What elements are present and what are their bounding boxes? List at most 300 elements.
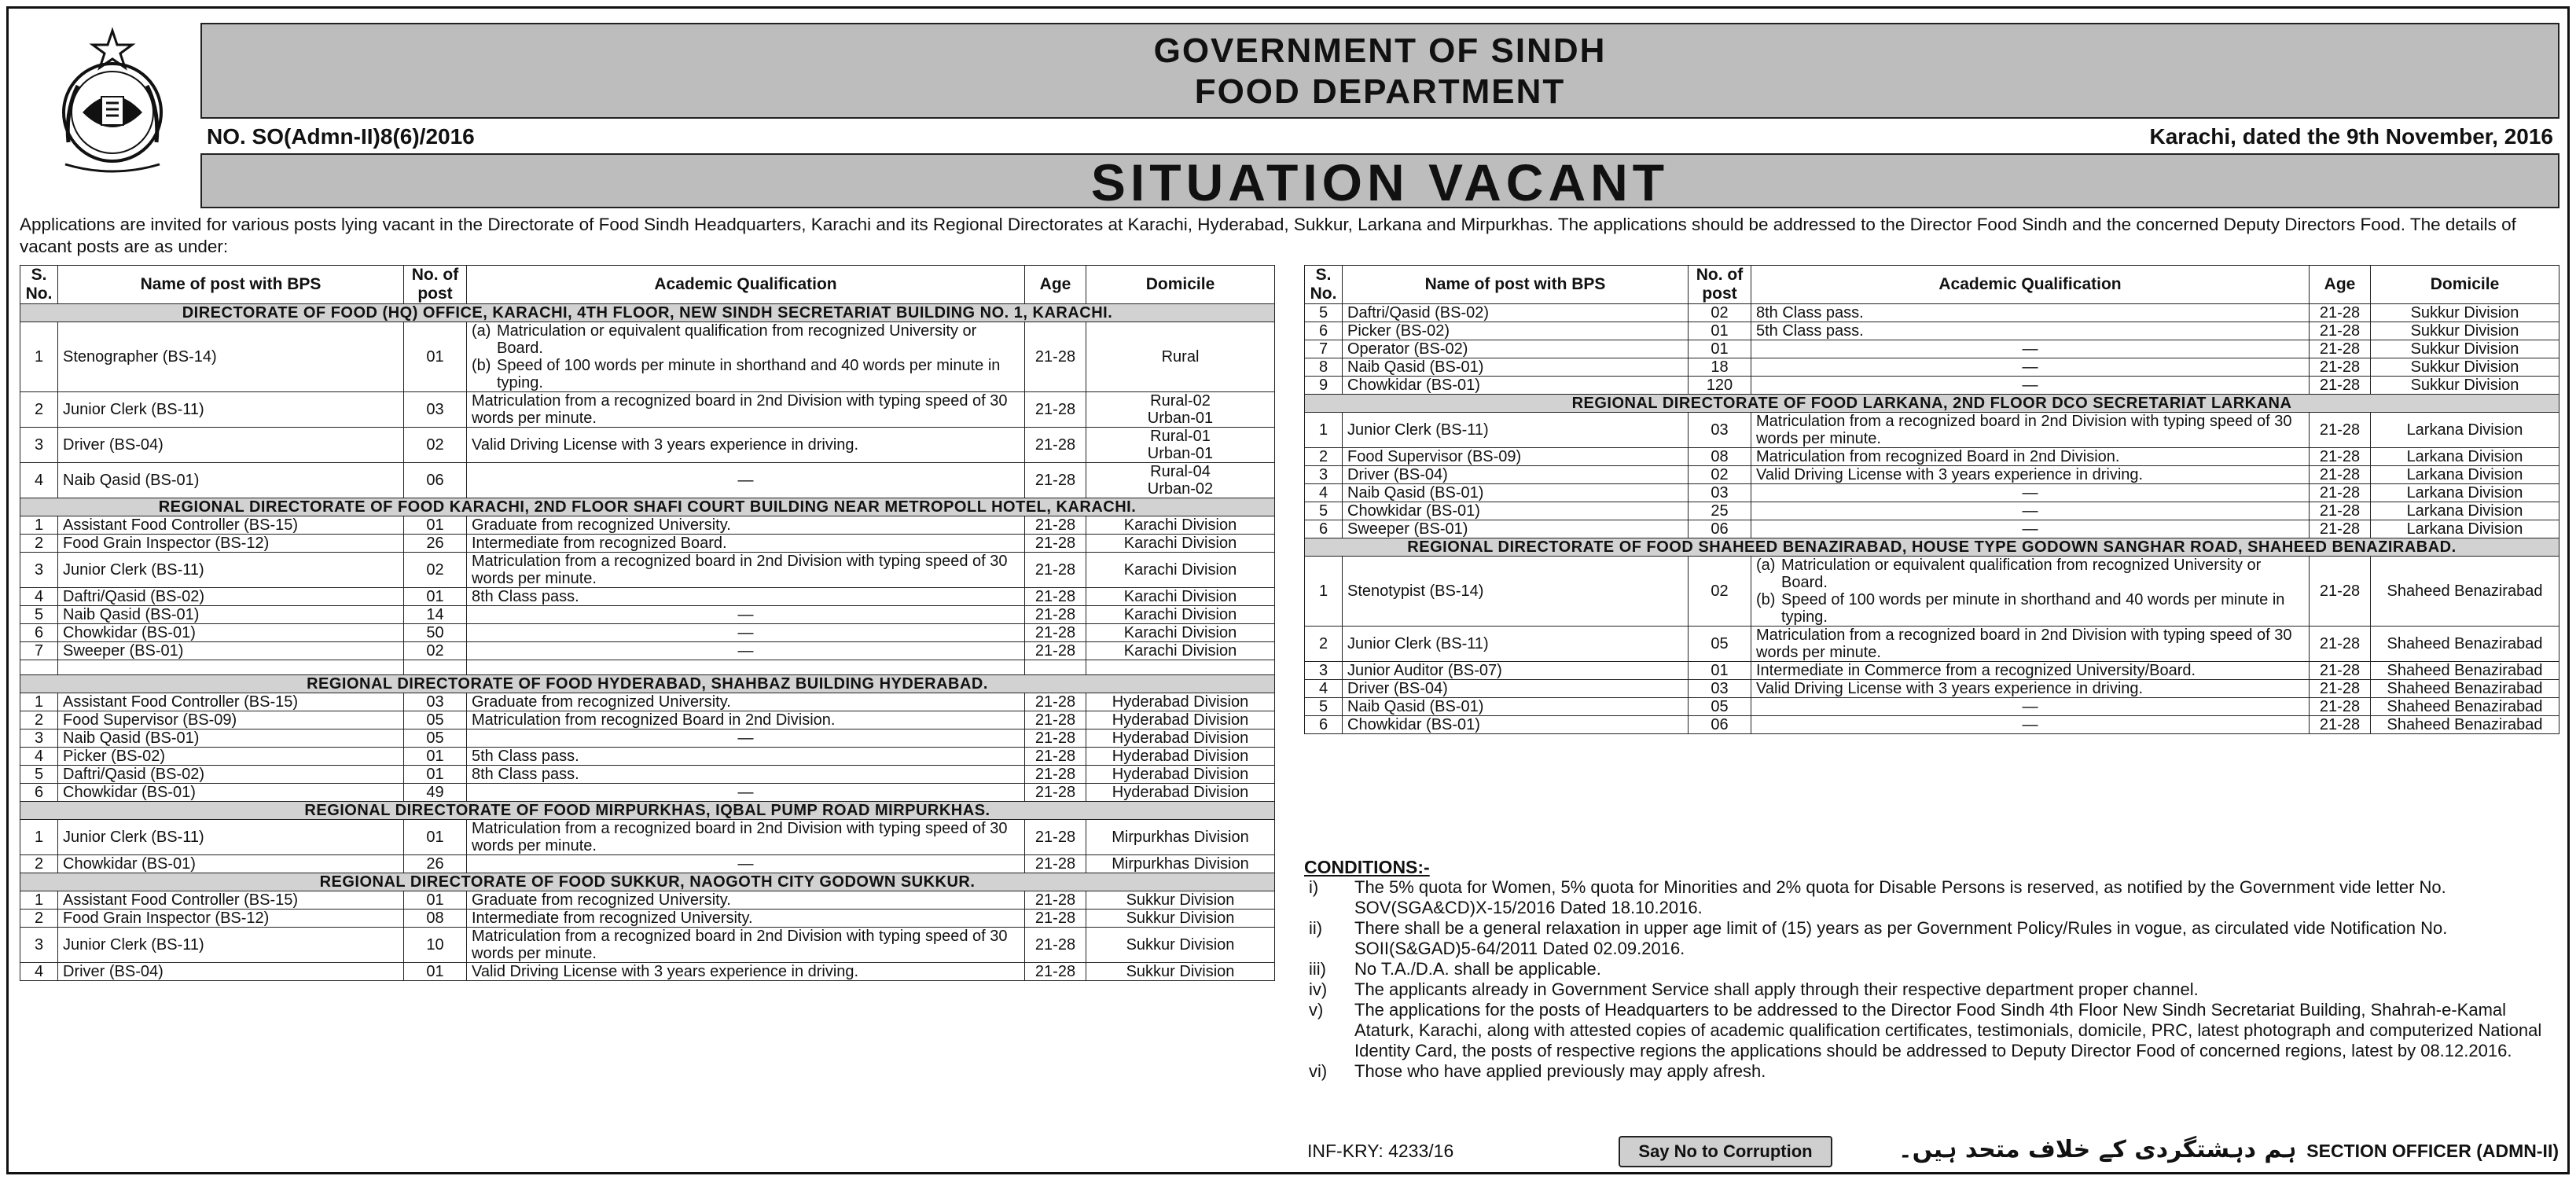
cell-qualification: 8th Class pass.	[1751, 304, 2310, 322]
cell-nposts: 18	[1689, 358, 1751, 377]
cell-post-name: Chowkidar (BS-01)	[58, 784, 404, 802]
cell-nposts: 02	[404, 553, 467, 588]
cell-post-name: Junior Clerk (BS-11)	[1343, 413, 1689, 448]
cell-qualification: Matriculation from a recognized board in 2nd Division with typing speed of 30 words per minute.	[467, 553, 1025, 588]
table-header-row	[20, 266, 1275, 304]
cell-qualification: Valid Driving License with 3 years experience in driving.	[1751, 680, 2310, 698]
cell-nposts: 02	[404, 428, 467, 463]
table-row	[1305, 662, 2559, 680]
cell-domicile: Karachi Division	[1086, 642, 1275, 660]
cell-sno: 1	[20, 820, 58, 855]
cell-post-name: Naib Qasid (BS-01)	[1343, 698, 1689, 716]
cell-age: 21-28	[1025, 516, 1086, 535]
cell-domicile: Sukkur Division	[2371, 377, 2559, 395]
cell-post-name: Food Grain Inspector (BS-12)	[58, 910, 404, 928]
cell-nposts: 01	[404, 322, 467, 392]
cell-sno: 5	[20, 606, 58, 624]
cell-age: 21-28	[1025, 711, 1086, 729]
cell-qualification: 8th Class pass.	[467, 766, 1025, 784]
cell-age: 21-28	[1025, 606, 1086, 624]
cell-age: 21-28	[1025, 963, 1086, 981]
cell-post-name: Chowkidar (BS-01)	[1343, 716, 1689, 734]
cell-sno: 2	[20, 855, 58, 873]
cell-sno: 6	[1305, 716, 1343, 734]
cell-sno: 3	[20, 428, 58, 463]
cell-post-name: Picker (BS-02)	[58, 748, 404, 766]
situation-vacant-banner: SITUATION VACANT	[200, 153, 2559, 208]
cell-domicile: Sukkur Division	[2371, 340, 2559, 358]
cell-domicile: Mirpurkhas Division	[1086, 855, 1275, 873]
cell-nposts: 03	[1689, 680, 1751, 698]
cell-post-name: Naib Qasid (BS-01)	[1343, 484, 1689, 502]
cell-post-name: Chowkidar (BS-01)	[58, 624, 404, 642]
section-title-row	[1305, 395, 2559, 413]
cell-domicile: Hyderabad Division	[1086, 748, 1275, 766]
cell-domicile: Rural-02 Urban-01	[1086, 392, 1275, 428]
table-row	[20, 463, 1275, 498]
spacer-cell	[467, 660, 1025, 675]
cell-nposts: 25	[1689, 502, 1751, 520]
cell-qualification: Matriculation from a recognized board in 2nd Division with typing speed of 30 words per minute.	[467, 928, 1025, 963]
cell-post-name: Food Supervisor (BS-09)	[1343, 448, 1689, 466]
cell-nposts: 01	[404, 516, 467, 535]
condition-number: i)	[1309, 877, 1319, 897]
cell-qualification: —	[467, 463, 1025, 498]
cell-qualification: —	[1751, 358, 2310, 377]
cell-domicile: Karachi Division	[1086, 588, 1275, 606]
cell-sno: 3	[1305, 662, 1343, 680]
urdu-slogan: ہم دہشتگردی کے خلاف متحد ہیں۔	[1898, 1136, 2297, 1163]
cell-nposts: 03	[404, 693, 467, 711]
condition-text: Those who have applied previously may apply afresh.	[1354, 1061, 1766, 1081]
footer	[1307, 1136, 2559, 1167]
cell-sno: 8	[1305, 358, 1343, 377]
cell-sno: 3	[20, 928, 58, 963]
col-sno: S. No.	[20, 266, 58, 304]
cell-domicile: Mirpurkhas Division	[1086, 820, 1275, 855]
cell-qualification: —	[1751, 502, 2310, 520]
table-row	[20, 928, 1275, 963]
cell-qualification: Valid Driving License with 3 years experience in driving.	[467, 428, 1025, 463]
table-row	[20, 553, 1275, 588]
cell-age: 21-28	[1025, 535, 1086, 553]
cell-nposts: 01	[404, 820, 467, 855]
condition-text: The 5% quota for Women, 5% quota for Minorities and 2% quota for Disable Persons is reserved, as notified by the Government vide letter No. SOV(SGA&CD)X-15/2016 Dated 18.10.2016.	[1354, 877, 2446, 917]
conditions-block	[1304, 857, 2559, 1082]
cell-domicile: Karachi Division	[1086, 606, 1275, 624]
cell-age: 21-28	[1025, 820, 1086, 855]
cell-age: 21-28	[2310, 698, 2371, 716]
cell-age: 21-28	[2310, 520, 2371, 538]
cell-age: 21-28	[1025, 910, 1086, 928]
cell-sno: 2	[1305, 627, 1343, 662]
spacer-cell	[404, 660, 467, 675]
table-row	[20, 535, 1275, 553]
cell-qualification: 8th Class pass.	[467, 588, 1025, 606]
cell-age: 21-28	[1025, 588, 1086, 606]
table-row	[20, 748, 1275, 766]
cell-age: 21-28	[2310, 358, 2371, 377]
cell-nposts: 26	[404, 855, 467, 873]
reference-number: NO. SO(Admn-II)8(6)/2016	[207, 124, 475, 149]
qualification-marker: (a)	[1756, 557, 1776, 574]
condition-item	[1304, 959, 2559, 979]
cell-qualification: —	[1751, 484, 2310, 502]
section-title-row	[20, 802, 1275, 820]
cell-post-name: Naib Qasid (BS-01)	[58, 463, 404, 498]
cell-age: 21-28	[1025, 891, 1086, 910]
table-row	[1305, 377, 2559, 395]
intro-paragraph: Applications are invited for various posts lying vacant in the Directorate of Food Sindh Headquarters, Karachi and its Regional Directorates at Karachi, Hyderabad, Sukkur, Larkana and Mirpurkhas. The applications should be addressed to the Director Food Sindh and the concerned Deputy Directors Food. The details of vacant posts are as under:	[20, 215, 2516, 256]
table-row	[20, 963, 1275, 981]
condition-number: vi)	[1309, 1061, 1328, 1081]
cell-sno: 5	[1305, 698, 1343, 716]
table-row	[20, 729, 1275, 748]
condition-number: ii)	[1309, 918, 1323, 938]
cell-qualification: Graduate from recognized University.	[467, 891, 1025, 910]
condition-number: iii)	[1309, 959, 1326, 979]
cell-domicile: Larkana Division	[2371, 448, 2559, 466]
cell-nposts: 01	[404, 588, 467, 606]
cell-domicile: Sukkur Division	[1086, 963, 1275, 981]
table-row	[1305, 716, 2559, 734]
cell-age: 21-28	[1025, 463, 1086, 498]
cell-domicile: Sukkur Division	[2371, 322, 2559, 340]
table-row	[1305, 627, 2559, 662]
cell-nposts: 08	[404, 910, 467, 928]
cell-sno: 2	[20, 910, 58, 928]
table-row	[20, 766, 1275, 784]
cell-sno: 2	[20, 392, 58, 428]
table-row	[20, 642, 1275, 660]
cell-nposts: 01	[404, 766, 467, 784]
cell-domicile: Karachi Division	[1086, 553, 1275, 588]
condition-item	[1304, 1000, 2559, 1061]
cell-qualification	[1751, 557, 2310, 627]
cell-nposts: 05	[1689, 698, 1751, 716]
cell-age: 21-28	[2310, 502, 2371, 520]
table-row	[20, 855, 1275, 873]
cell-sno: 6	[1305, 322, 1343, 340]
cell-nposts: 50	[404, 624, 467, 642]
cell-post-name: Naib Qasid (BS-01)	[1343, 358, 1689, 377]
section-title-row	[20, 675, 1275, 693]
cell-post-name: Sweeper (BS-01)	[58, 642, 404, 660]
cell-nposts: 01	[1689, 340, 1751, 358]
qualification-item	[1756, 591, 2304, 626]
cell-domicile: Hyderabad Division	[1086, 766, 1275, 784]
cell-domicile: Hyderabad Division	[1086, 729, 1275, 748]
condition-number: iv)	[1309, 979, 1328, 999]
table-row	[1305, 520, 2559, 538]
cell-domicile: Hyderabad Division	[1086, 693, 1275, 711]
cell-nposts: 01	[404, 891, 467, 910]
cell-post-name: Chowkidar (BS-01)	[1343, 502, 1689, 520]
table-row	[20, 428, 1275, 463]
cell-sno: 3	[20, 553, 58, 588]
qualification-marker: (b)	[1756, 591, 1776, 608]
cell-post-name: Junior Clerk (BS-11)	[1343, 627, 1689, 662]
condition-text: The applicants already in Government Service shall apply through their respective department proper channel.	[1354, 979, 2199, 999]
cell-qualification: Matriculation from recognized Board in 2nd Division.	[467, 711, 1025, 729]
condition-text: The applications for the posts of Headquarters to be addressed to the Director Food Sindh 4th Floor New Sindh Secretariat Building, Shahrah-e-Kamal Ataturk, Karachi, along with attested copies of academic qualification certificates, testimonials, domicile, PRC, latest photograph and computerized National Identity Card, the posts of respective regions the applications should be addressed to Deputy Director Food of concerned regions, latest by 08.12.2016.	[1354, 1000, 2542, 1060]
cell-qualification: —	[1751, 520, 2310, 538]
cell-post-name: Driver (BS-04)	[58, 428, 404, 463]
cell-age: 21-28	[2310, 413, 2371, 448]
section-title: DIRECTORATE OF FOOD (HQ) OFFICE, KARACHI, 4TH FLOOR, NEW SINDH SECRETARIAT BUILDING NO. 1, KARACHI.	[20, 304, 1275, 322]
table-row	[20, 910, 1275, 928]
condition-item	[1304, 877, 2559, 918]
table-row	[1305, 502, 2559, 520]
cell-age: 21-28	[1025, 855, 1086, 873]
spacer-cell	[1025, 660, 1086, 675]
section-title-row	[20, 873, 1275, 891]
cell-domicile: Rural-01 Urban-01	[1086, 428, 1275, 463]
section-title: REGIONAL DIRECTORATE OF FOOD KARACHI, 2ND FLOOR SHAFI COURT BUILDING NEAR METROPOLL HOTEL, KARACHI.	[20, 498, 1275, 516]
cell-qualification: Valid Driving License with 3 years experience in driving.	[467, 963, 1025, 981]
cell-post-name: Operator (BS-02)	[1343, 340, 1689, 358]
col-domicile: Domicile	[1086, 266, 1275, 304]
cell-post-name: Chowkidar (BS-01)	[58, 855, 404, 873]
cell-sno: 5	[1305, 304, 1343, 322]
table-row	[1305, 557, 2559, 627]
cell-age: 21-28	[2310, 304, 2371, 322]
cell-age: 21-28	[2310, 557, 2371, 627]
cell-sno: 4	[20, 748, 58, 766]
cell-qualification: Matriculation from a recognized board in 2nd Division with typing speed of 30 words per minute.	[1751, 627, 2310, 662]
cell-nposts: 01	[1689, 322, 1751, 340]
table-row	[1305, 698, 2559, 716]
section-title-row	[20, 304, 1275, 322]
cell-nposts: 06	[1689, 520, 1751, 538]
section-title: REGIONAL DIRECTORATE OF FOOD MIRPURKHAS, IQBAL PUMP ROAD MIRPURKHAS.	[20, 802, 1275, 820]
cell-post-name: Food Grain Inspector (BS-12)	[58, 535, 404, 553]
cell-nposts: 120	[1689, 377, 1751, 395]
cell-post-name: Assistant Food Controller (BS-15)	[58, 891, 404, 910]
cell-sno: 1	[20, 322, 58, 392]
cell-qualification: —	[467, 784, 1025, 802]
cell-qualification: Matriculation from a recognized board in 2nd Division with typing speed of 30 words per minute.	[467, 820, 1025, 855]
cell-domicile: Larkana Division	[2371, 502, 2559, 520]
qualification-item	[1756, 557, 2304, 591]
cell-qualification: —	[1751, 716, 2310, 734]
cell-qualification: —	[1751, 698, 2310, 716]
cell-post-name: Stenotypist (BS-14)	[1343, 557, 1689, 627]
cell-domicile: Sukkur Division	[1086, 928, 1275, 963]
table-row	[20, 624, 1275, 642]
spacer-cell	[58, 660, 404, 675]
cell-sno: 2	[20, 535, 58, 553]
qualification-text: Matriculation or equivalent qualification from recognized University or Board.	[1781, 557, 2262, 591]
left-posts-column	[20, 265, 1274, 981]
cell-domicile: Larkana Division	[2371, 520, 2559, 538]
cell-nposts: 26	[404, 535, 467, 553]
cell-domicile: Shaheed Benazirabad	[2371, 698, 2559, 716]
cell-nposts: 06	[1689, 716, 1751, 734]
cell-domicile: Sukkur Division	[1086, 891, 1275, 910]
cell-age: 21-28	[2310, 484, 2371, 502]
cell-domicile: Sukkur Division	[2371, 358, 2559, 377]
cell-qualification: —	[467, 642, 1025, 660]
cell-nposts: 05	[404, 711, 467, 729]
cell-post-name: Naib Qasid (BS-01)	[58, 606, 404, 624]
cell-age: 21-28	[1025, 392, 1086, 428]
cell-age: 21-28	[2310, 322, 2371, 340]
cell-post-name: Naib Qasid (BS-01)	[58, 729, 404, 748]
right-posts-column	[1304, 265, 2559, 734]
cell-sno: 4	[1305, 680, 1343, 698]
table-row	[20, 693, 1275, 711]
sindh-emblem-icon	[34, 24, 191, 182]
table-row	[20, 784, 1275, 802]
cell-nposts: 08	[1689, 448, 1751, 466]
condition-number: v)	[1309, 1000, 1324, 1020]
inf-number: INF-KRY: 4233/16	[1307, 1141, 1454, 1161]
cell-sno: 1	[20, 891, 58, 910]
cell-sno: 3	[20, 729, 58, 748]
cell-qualification: —	[467, 606, 1025, 624]
cell-domicile: Shaheed Benazirabad	[2371, 716, 2559, 734]
cell-nposts: 05	[1689, 627, 1751, 662]
cell-nposts: 02	[1689, 466, 1751, 484]
cell-qualification: Matriculation from recognized Board in 2nd Division.	[1751, 448, 2310, 466]
cell-sno: 7	[1305, 340, 1343, 358]
qualification-item	[472, 322, 1020, 357]
cell-qualification: Graduate from recognized University.	[467, 516, 1025, 535]
cell-sno: 5	[20, 766, 58, 784]
cell-sno: 2	[1305, 448, 1343, 466]
cell-nposts: 03	[404, 392, 467, 428]
table-header-row	[1305, 266, 2559, 304]
cell-domicile: Shaheed Benazirabad	[2371, 627, 2559, 662]
cell-post-name: Picker (BS-02)	[1343, 322, 1689, 340]
cell-nposts: 05	[404, 729, 467, 748]
cell-nposts: 03	[1689, 484, 1751, 502]
cell-qualification	[467, 322, 1025, 392]
cell-domicile: Karachi Division	[1086, 535, 1275, 553]
cell-age: 21-28	[2310, 716, 2371, 734]
cell-age: 21-28	[2310, 680, 2371, 698]
conditions-heading: CONDITIONS:-	[1304, 857, 1430, 877]
cell-nposts: 02	[404, 642, 467, 660]
col-qual: Academic Qualification	[1751, 266, 2310, 304]
condition-item	[1304, 979, 2559, 1000]
cell-age: 21-28	[2310, 466, 2371, 484]
cell-post-name: Sweeper (BS-01)	[1343, 520, 1689, 538]
section-officer: SECTION OFFICER (ADMN-II)	[2306, 1141, 2559, 1161]
qualification-marker: (b)	[472, 357, 491, 374]
section-title: REGIONAL DIRECTORATE OF FOOD SHAHEED BENAZIRABAD, HOUSE TYPE GODOWN SANGHAR ROAD, SHAHEED BENAZIRABAD.	[1305, 538, 2559, 557]
qualification-text: Matriculation or equivalent qualification from recognized University or Board.	[497, 322, 977, 357]
cell-age: 21-28	[2310, 662, 2371, 680]
cell-age: 21-28	[1025, 748, 1086, 766]
cell-domicile: Hyderabad Division	[1086, 711, 1275, 729]
table-row	[1305, 466, 2559, 484]
spacer-cell	[1086, 660, 1275, 675]
cell-post-name: Stenographer (BS-14)	[58, 322, 404, 392]
cell-domicile: Hyderabad Division	[1086, 784, 1275, 802]
cell-domicile: Rural	[1086, 322, 1275, 392]
table-row	[20, 711, 1275, 729]
cell-sno: 4	[20, 463, 58, 498]
cell-nposts: 14	[404, 606, 467, 624]
cell-qualification: —	[1751, 377, 2310, 395]
cell-age: 21-28	[1025, 553, 1086, 588]
table-row	[1305, 322, 2559, 340]
cell-nposts: 02	[1689, 557, 1751, 627]
cell-age: 21-28	[2310, 340, 2371, 358]
cell-qualification: —	[1751, 340, 2310, 358]
cell-nposts: 10	[404, 928, 467, 963]
cell-domicile: Shaheed Benazirabad	[2371, 662, 2559, 680]
cell-sno: 4	[1305, 484, 1343, 502]
col-name: Name of post with BPS	[58, 266, 404, 304]
cell-age: 21-28	[1025, 624, 1086, 642]
cell-qualification: —	[467, 624, 1025, 642]
cell-post-name: Chowkidar (BS-01)	[1343, 377, 1689, 395]
cell-sno: 6	[20, 784, 58, 802]
cell-age: 21-28	[2310, 448, 2371, 466]
section-title-row	[1305, 538, 2559, 557]
table-row	[1305, 413, 2559, 448]
col-sno: S. No.	[1305, 266, 1343, 304]
cell-domicile: Shaheed Benazirabad	[2371, 557, 2559, 627]
col-name: Name of post with BPS	[1343, 266, 1689, 304]
table-row	[1305, 304, 2559, 322]
section-title-row	[20, 498, 1275, 516]
col-domicile: Domicile	[2371, 266, 2559, 304]
cell-post-name: Daftri/Qasid (BS-02)	[58, 766, 404, 784]
cell-nposts: 06	[404, 463, 467, 498]
cell-post-name: Assistant Food Controller (BS-15)	[58, 693, 404, 711]
qualification-marker: (a)	[472, 322, 491, 340]
col-age: Age	[1025, 266, 1086, 304]
cell-domicile: Karachi Division	[1086, 624, 1275, 642]
cell-domicile: Sukkur Division	[1086, 910, 1275, 928]
table-row	[20, 322, 1275, 392]
cell-nposts: 01	[404, 748, 467, 766]
table-row	[20, 820, 1275, 855]
department-title: FOOD DEPARTMENT	[1194, 72, 1566, 111]
cell-qualification: —	[467, 855, 1025, 873]
cell-post-name: Driver (BS-04)	[1343, 680, 1689, 698]
condition-text: No T.A./D.A. shall be applicable.	[1354, 959, 1601, 979]
cell-post-name: Junior Auditor (BS-07)	[1343, 662, 1689, 680]
cell-qualification: Matriculation from a recognized board in 2nd Division with typing speed of 30 words per minute.	[467, 392, 1025, 428]
qualification-text: Speed of 100 words per minute in shorthand and 40 words per minute in typing.	[497, 357, 1001, 391]
cell-post-name: Junior Clerk (BS-11)	[58, 392, 404, 428]
left-posts-table	[20, 265, 1275, 981]
qualification-text: Speed of 100 words per minute in shorthand and 40 words per minute in typing.	[1781, 591, 2285, 626]
table-row	[20, 606, 1275, 624]
cell-age: 21-28	[1025, 766, 1086, 784]
spacer-cell	[20, 660, 58, 675]
cell-age: 21-28	[1025, 784, 1086, 802]
cell-sno: 7	[20, 642, 58, 660]
cell-age: 21-28	[2310, 627, 2371, 662]
cell-sno: 2	[20, 711, 58, 729]
cell-sno: 1	[20, 693, 58, 711]
cell-age: 21-28	[2310, 377, 2371, 395]
cell-post-name: Junior Clerk (BS-11)	[58, 820, 404, 855]
header-band	[200, 23, 2559, 119]
cell-domicile: Karachi Division	[1086, 516, 1275, 535]
cell-qualification: Intermediate from recognized Board.	[467, 535, 1025, 553]
cell-sno: 1	[20, 516, 58, 535]
cell-nposts: 49	[404, 784, 467, 802]
cell-domicile: Shaheed Benazirabad	[2371, 680, 2559, 698]
cell-nposts: 01	[404, 963, 467, 981]
